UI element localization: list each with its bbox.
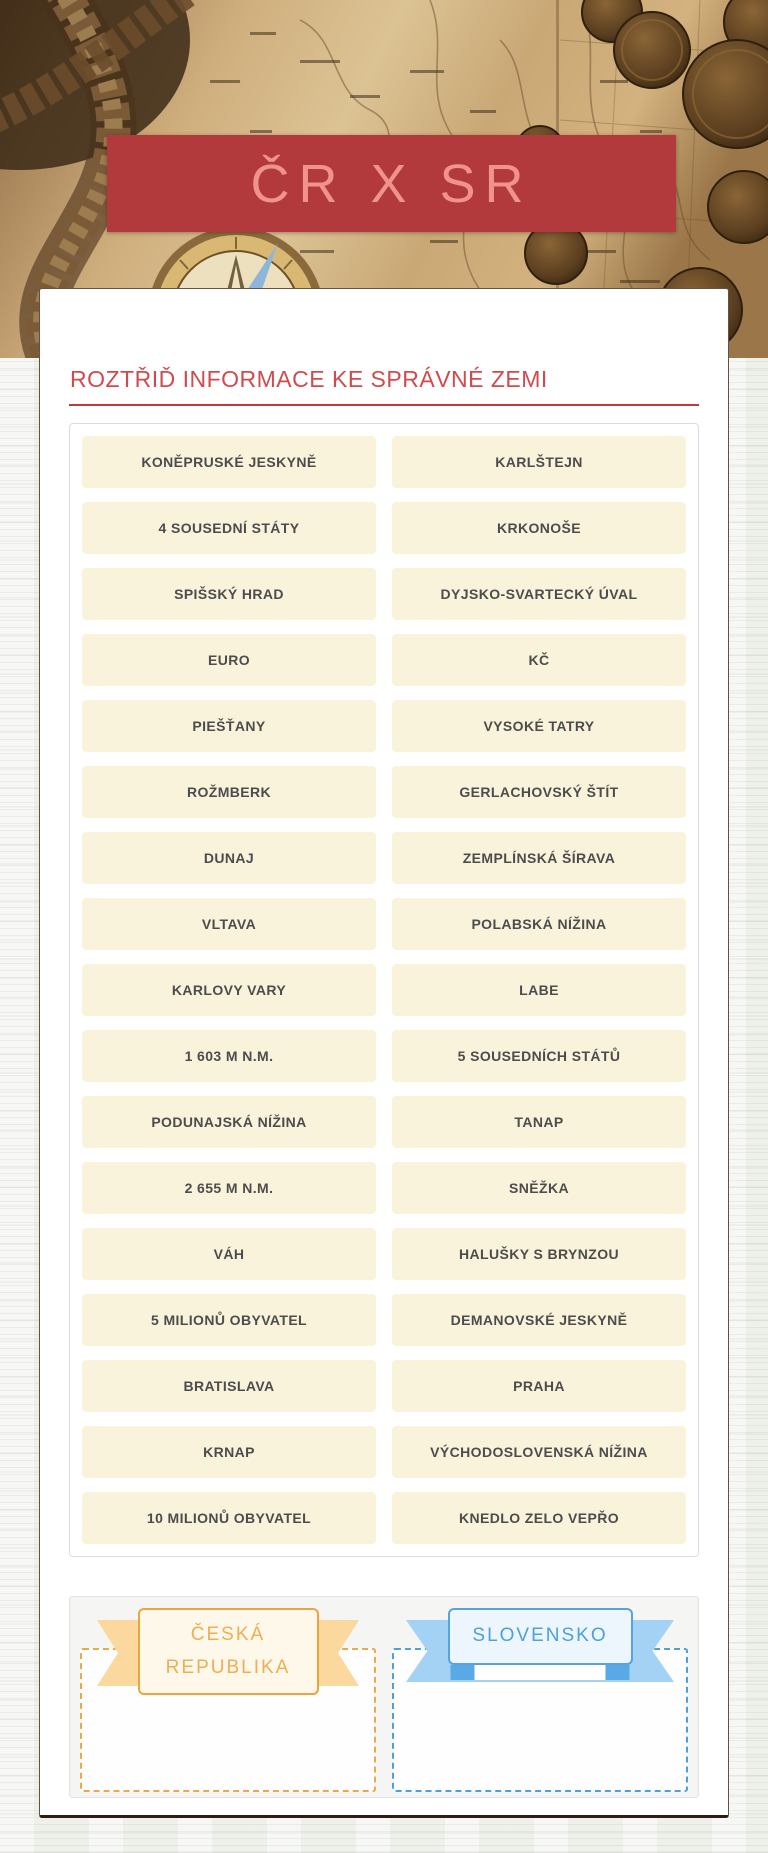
slovensko-ribbon xyxy=(406,1608,674,1688)
sort-item[interactable]: TANAP xyxy=(392,1096,686,1148)
sort-item[interactable]: DUNAJ xyxy=(82,832,376,884)
sort-item[interactable]: SNĚŽKA xyxy=(392,1162,686,1214)
sort-item[interactable]: LABE xyxy=(392,964,686,1016)
sort-item[interactable]: VÝCHODOSLOVENSKÁ NÍŽINA xyxy=(392,1426,686,1478)
sort-item[interactable]: 1 603 M N.M. xyxy=(82,1030,376,1082)
sort-item[interactable]: POLABSKÁ NÍŽINA xyxy=(392,898,686,950)
sort-item[interactable]: SPIŠSKÝ HRAD xyxy=(82,568,376,620)
sort-item[interactable]: GERLACHOVSKÝ ŠTÍT xyxy=(392,766,686,818)
sort-item[interactable]: KARLŠTEJN xyxy=(392,436,686,488)
sort-item[interactable]: KNEDLO ZELO VEPŘO xyxy=(392,1492,686,1544)
sort-item[interactable]: KRKONOŠE xyxy=(392,502,686,554)
drop-zone-czech-republic[interactable] xyxy=(80,1624,376,1792)
drop-zones-panel xyxy=(69,1596,699,1798)
banner-title: ČR X SR xyxy=(250,153,533,214)
czech-republic-label: ČESKÁ REPUBLIKA xyxy=(138,1608,319,1695)
sort-item[interactable]: 5 MILIONŮ OBYVATEL xyxy=(82,1294,376,1346)
sort-item[interactable]: DYJSKO-SVARTECKÝ ÚVAL xyxy=(392,568,686,620)
page-title: ROZTŘIĎ INFORMACE KE SPRÁVNÉ ZEMI xyxy=(70,366,548,392)
sort-item[interactable]: PIEŠŤANY xyxy=(82,700,376,752)
sort-item[interactable]: 4 SOUSEDNÍ STÁTY xyxy=(82,502,376,554)
sort-item[interactable]: VLTAVA xyxy=(82,898,376,950)
title-banner xyxy=(107,135,676,232)
worksheet-card xyxy=(39,288,729,1818)
sort-item[interactable]: 2 655 M N.M. xyxy=(82,1162,376,1214)
sort-item[interactable]: VÁH xyxy=(82,1228,376,1280)
sort-item[interactable]: VYSOKÉ TATRY xyxy=(392,700,686,752)
sort-item[interactable]: KČ xyxy=(392,634,686,686)
sort-item[interactable]: BRATISLAVA xyxy=(82,1360,376,1412)
sort-item[interactable]: HALUŠKY S BRYNZOU xyxy=(392,1228,686,1280)
sort-item[interactable]: KONĚPRUSKÉ JESKYNĚ xyxy=(82,436,376,488)
sort-item[interactable]: 10 MILIONŮ OBYVATEL xyxy=(82,1492,376,1544)
ribbon-tail xyxy=(451,1665,630,1680)
sort-item[interactable]: KARLOVY VARY xyxy=(82,964,376,1016)
sort-item[interactable]: EURO xyxy=(82,634,376,686)
sort-items-container xyxy=(69,423,699,1557)
title-underline xyxy=(69,404,699,406)
sort-item[interactable]: ROŽMBERK xyxy=(82,766,376,818)
sort-item[interactable]: 5 SOUSEDNÍCH STÁTŮ xyxy=(392,1030,686,1082)
drop-zone-slovensko[interactable] xyxy=(392,1625,688,1792)
sort-item[interactable]: PODUNAJSKÁ NÍŽINA xyxy=(82,1096,376,1148)
slovensko-label: SLOVENSKO xyxy=(448,1608,633,1665)
sort-item[interactable]: PRAHA xyxy=(392,1360,686,1412)
sort-item[interactable]: KRNAP xyxy=(82,1426,376,1478)
sort-item[interactable]: DEMANOVSKÉ JESKYNĚ xyxy=(392,1294,686,1346)
czech-republic-ribbon xyxy=(97,1608,359,1700)
sort-item[interactable]: ZEMPLÍNSKÁ ŠÍRAVA xyxy=(392,832,686,884)
